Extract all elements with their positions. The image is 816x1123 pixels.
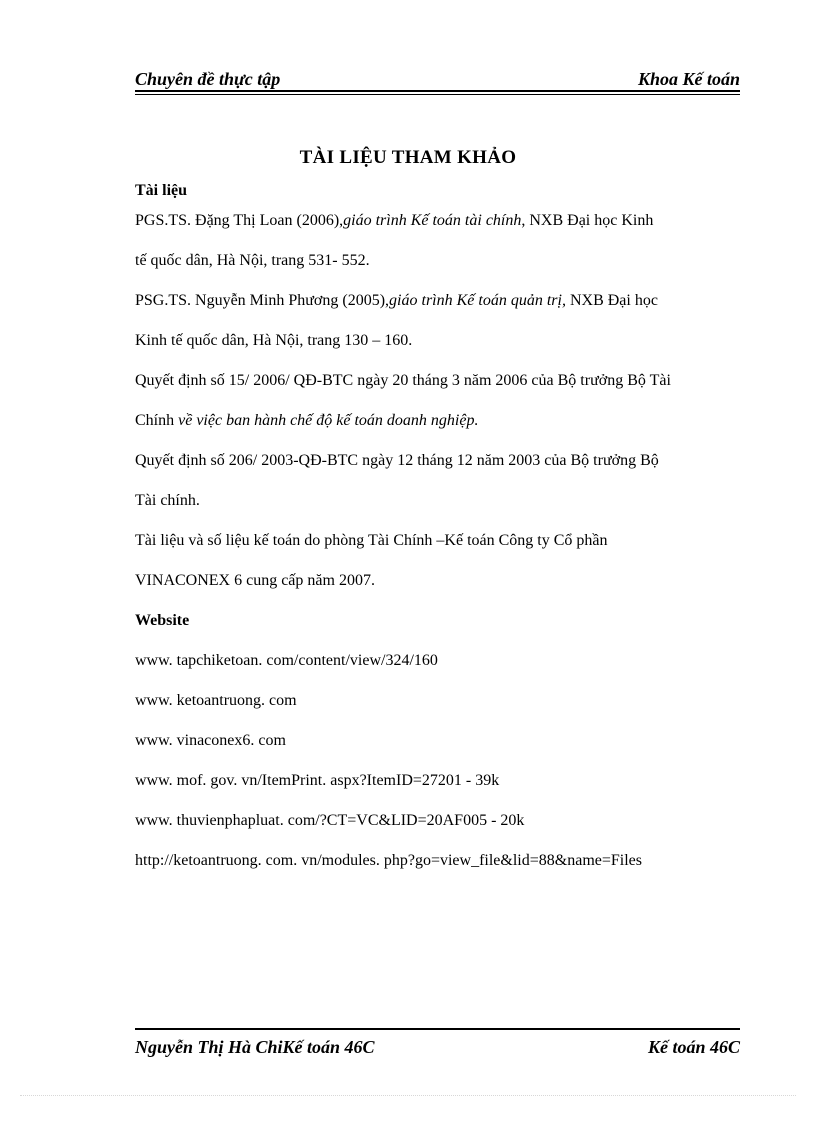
reference-5-line-1: Tài liệu và số liệu kế toán do phòng Tài Chính –Kế toán Công ty Cổ phần	[135, 532, 608, 549]
reference-3-line-2	[135, 411, 478, 431]
reference-2-author: PSG.TS. Nguyễn Minh Phương (2005),	[135, 292, 390, 309]
reference-3-subject: về việc ban hành chế độ kế toán doanh nghiệp.	[178, 412, 479, 429]
reference-1-author: PGS.TS. Đặng Thị Loan (2006),	[135, 212, 344, 229]
documents-heading: Tài liệu	[135, 182, 188, 199]
reference-4-line-2: Tài chính.	[135, 492, 200, 509]
website-link-5[interactable]: www. thuvienphapluat. com/?CT=VC&LID=20AF005 - 20k	[135, 812, 525, 829]
reference-2-line-1	[135, 291, 658, 311]
reference-4-line-1: Quyết định số 206/ 2003-QĐ-BTC ngày 12 tháng 12 năm 2003 của Bộ trưởng Bộ	[135, 452, 659, 469]
footer-rule	[135, 1028, 740, 1030]
website-link-2[interactable]: www. ketoantruong. com	[135, 692, 297, 709]
page-edge-dotted-line	[20, 1095, 796, 1096]
reference-1-line-2: tế quốc dân, Hà Nội, trang 531- 552.	[135, 252, 370, 269]
header-rule-thin	[135, 94, 740, 95]
page-footer	[135, 1036, 740, 1058]
footer-author: Nguyễn Thị Hà ChiKế toán 46C	[135, 1037, 375, 1057]
reference-1-book-title: giáo trình Kế toán tài chính	[343, 212, 522, 229]
header-faculty: Khoa Kế toán	[637, 69, 740, 89]
page-header	[135, 68, 740, 90]
website-link-6[interactable]: http://ketoantruong. com. vn/modules. php?go=view_file&lid=88&name=Files	[135, 852, 642, 869]
reference-5-line-2: VINACONEX 6 cung cấp năm 2007.	[135, 572, 375, 589]
page-title: TÀI LIỆU THAM KHẢO	[299, 147, 517, 168]
website-link-4[interactable]: www. mof. gov. vn/ItemPrint. aspx?ItemID=27201 - 39k	[135, 772, 500, 789]
reference-1-line-1	[135, 211, 653, 231]
header-rule-thick	[135, 90, 740, 92]
reference-3-issuer: Chính	[135, 412, 179, 429]
website-link-3[interactable]: www. vinaconex6. com	[135, 732, 286, 749]
reference-2-publisher: NXB Đại học	[565, 292, 658, 309]
header-course-title: Chuyên đề thực tập	[135, 69, 281, 89]
website-heading: Website	[135, 612, 190, 629]
reference-3-line-1: Quyết định số 15/ 2006/ QĐ-BTC ngày 20 tháng 3 năm 2006 của Bộ trưởng Bộ Tài	[135, 372, 671, 389]
website-link-1[interactable]: www. tapchiketoan. com/content/view/324/160	[135, 652, 438, 669]
reference-2-line-2: Kinh tế quốc dân, Hà Nội, trang 130 – 160.	[135, 332, 413, 349]
reference-1-publisher: , NXB Đại học Kinh	[521, 212, 654, 229]
footer-class: Kế toán 46C	[647, 1037, 740, 1057]
reference-2-book-title: giáo trình Kế toán quản trị,	[389, 292, 566, 309]
